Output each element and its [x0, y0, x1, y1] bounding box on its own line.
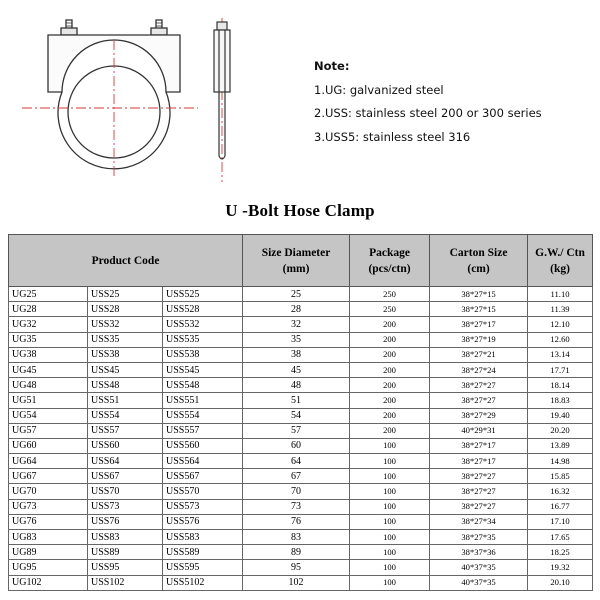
cell-uss5-code: USS545	[163, 362, 243, 377]
cell-uss5-code: USS567	[163, 469, 243, 484]
table-row	[9, 332, 593, 347]
header-gross-weight-line2: (kg)	[550, 262, 570, 275]
table-row	[9, 484, 593, 499]
page-title: U -Bolt Hose Clamp	[225, 201, 375, 220]
cell-package: 200	[350, 378, 430, 393]
cell-uss-code: USS25	[88, 287, 163, 302]
cell-package: 100	[350, 514, 430, 529]
spec-table	[8, 234, 593, 591]
cell-package: 100	[350, 499, 430, 514]
cell-package: 100	[350, 469, 430, 484]
header-package-line1: Package	[369, 246, 410, 259]
cell-package: 100	[350, 545, 430, 560]
cell-carton-size: 38*27*17	[430, 454, 528, 469]
cell-package: 200	[350, 393, 430, 408]
cell-ug-code: UG28	[9, 302, 88, 317]
cell-uss5-code: USS532	[163, 317, 243, 332]
header-carton-size	[430, 235, 528, 287]
cell-uss5-code: USS573	[163, 499, 243, 514]
cell-size-diameter: 45	[243, 362, 350, 377]
cell-package: 200	[350, 347, 430, 362]
header-size-diameter	[243, 235, 350, 287]
cell-uss-code: USS48	[88, 378, 163, 393]
cell-gross-weight: 20.20	[528, 423, 593, 438]
cell-uss5-code: USS595	[163, 560, 243, 575]
header-gross-weight	[528, 235, 593, 287]
cell-carton-size: 38*27*34	[430, 514, 528, 529]
cell-uss5-code: USS5102	[163, 575, 243, 590]
cell-carton-size: 38*27*27	[430, 469, 528, 484]
table-row	[9, 560, 593, 575]
cell-uss5-code: USS560	[163, 438, 243, 453]
cell-uss5-code: USS583	[163, 530, 243, 545]
table-row	[9, 408, 593, 423]
cell-ug-code: UG25	[9, 287, 88, 302]
cell-carton-size: 38*27*27	[430, 499, 528, 514]
clamp-side-view	[214, 22, 230, 159]
cell-uss-code: USS70	[88, 484, 163, 499]
cell-uss-code: USS102	[88, 575, 163, 590]
cell-size-diameter: 35	[243, 332, 350, 347]
header-package	[350, 235, 430, 287]
cell-uss-code: USS45	[88, 362, 163, 377]
cell-gross-weight: 16.32	[528, 484, 593, 499]
cell-ug-code: UG64	[9, 454, 88, 469]
table-row	[9, 287, 593, 302]
table-row	[9, 393, 593, 408]
notes-title: Note:	[314, 59, 350, 73]
table-row	[9, 347, 593, 362]
cell-ug-code: UG73	[9, 499, 88, 514]
cell-carton-size: 38*27*17	[430, 317, 528, 332]
cell-gross-weight: 12.60	[528, 332, 593, 347]
cell-gross-weight: 19.32	[528, 560, 593, 575]
cell-uss-code: USS64	[88, 454, 163, 469]
table-row	[9, 362, 593, 377]
cell-carton-size: 38*27*24	[430, 362, 528, 377]
cell-ug-code: UG83	[9, 530, 88, 545]
cell-gross-weight: 18.25	[528, 545, 593, 560]
cell-gross-weight: 18.83	[528, 393, 593, 408]
cell-size-diameter: 48	[243, 378, 350, 393]
cell-ug-code: UG60	[9, 438, 88, 453]
cell-ug-code: UG54	[9, 408, 88, 423]
cell-uss-code: USS32	[88, 317, 163, 332]
cell-uss5-code: USS589	[163, 545, 243, 560]
cell-ug-code: UG95	[9, 560, 88, 575]
cell-package: 100	[350, 575, 430, 590]
cell-uss5-code: USS548	[163, 378, 243, 393]
cell-gross-weight: 13.89	[528, 438, 593, 453]
cell-carton-size: 40*37*35	[430, 560, 528, 575]
table-row	[9, 302, 593, 317]
cell-size-diameter: 60	[243, 438, 350, 453]
cell-carton-size: 38*27*21	[430, 347, 528, 362]
table-row	[9, 545, 593, 560]
cell-carton-size: 38*27*15	[430, 287, 528, 302]
cell-ug-code: UG67	[9, 469, 88, 484]
cell-size-diameter: 67	[243, 469, 350, 484]
note-line-2: 2.USS: stainless steel 200 or 300 series	[314, 106, 542, 120]
cell-uss5-code: USS570	[163, 484, 243, 499]
cell-carton-size: 38*27*17	[430, 438, 528, 453]
cell-size-diameter: 57	[243, 423, 350, 438]
cell-uss-code: USS28	[88, 302, 163, 317]
cell-ug-code: UG89	[9, 545, 88, 560]
cell-gross-weight: 19.40	[528, 408, 593, 423]
cell-package: 200	[350, 317, 430, 332]
cell-size-diameter: 32	[243, 317, 350, 332]
cell-uss-code: USS73	[88, 499, 163, 514]
cell-gross-weight: 18.14	[528, 378, 593, 393]
cell-size-diameter: 89	[243, 545, 350, 560]
table-row	[9, 317, 593, 332]
cell-uss5-code: USS535	[163, 332, 243, 347]
cell-package: 250	[350, 287, 430, 302]
cell-size-diameter: 102	[243, 575, 350, 590]
table-row	[9, 423, 593, 438]
cell-ug-code: UG45	[9, 362, 88, 377]
header-product-code: Product Code	[9, 235, 243, 287]
header-size-diameter-line1: Size Diameter	[261, 246, 331, 259]
cell-ug-code: UG70	[9, 484, 88, 499]
cell-carton-size: 40*29*31	[430, 423, 528, 438]
cell-uss5-code: USS557	[163, 423, 243, 438]
cell-gross-weight: 13.14	[528, 347, 593, 362]
cell-uss5-code: USS576	[163, 514, 243, 529]
cell-package: 100	[350, 454, 430, 469]
cell-ug-code: UG102	[9, 575, 88, 590]
cell-carton-size: 38*27*27	[430, 484, 528, 499]
note-line-1: 1.UG: galvanized steel	[314, 82, 444, 97]
table-row	[9, 499, 593, 514]
cell-package: 100	[350, 560, 430, 575]
cell-size-diameter: 25	[243, 287, 350, 302]
table-row	[9, 454, 593, 469]
cell-uss-code: USS57	[88, 423, 163, 438]
cell-size-diameter: 83	[243, 530, 350, 545]
cell-gross-weight: 14.98	[528, 454, 593, 469]
cell-uss-code: USS67	[88, 469, 163, 484]
cell-package: 200	[350, 332, 430, 347]
cell-ug-code: UG38	[9, 347, 88, 362]
cell-package: 100	[350, 484, 430, 499]
cell-uss-code: USS35	[88, 332, 163, 347]
cell-gross-weight: 17.10	[528, 514, 593, 529]
cell-carton-size: 38*37*36	[430, 545, 528, 560]
cell-size-diameter: 70	[243, 484, 350, 499]
spec-table-header	[9, 235, 593, 287]
cell-uss-code: USS95	[88, 560, 163, 575]
cell-size-diameter: 38	[243, 347, 350, 362]
cell-size-diameter: 95	[243, 560, 350, 575]
cell-size-diameter: 28	[243, 302, 350, 317]
header-carton-size-line2: (cm)	[467, 262, 490, 275]
table-row	[9, 575, 593, 590]
cell-uss-code: USS54	[88, 408, 163, 423]
cell-gross-weight: 16.77	[528, 499, 593, 514]
cell-ug-code: UG76	[9, 514, 88, 529]
cell-package: 200	[350, 423, 430, 438]
cell-package: 100	[350, 530, 430, 545]
cell-carton-size: 40*37*35	[430, 575, 528, 590]
cell-gross-weight: 20.10	[528, 575, 593, 590]
cell-gross-weight: 11.39	[528, 302, 593, 317]
cell-uss5-code: USS538	[163, 347, 243, 362]
header-package-line2: (pcs/ctn)	[368, 262, 411, 275]
notes-block	[314, 55, 542, 149]
cell-package: 100	[350, 438, 430, 453]
cell-carton-size: 38*27*27	[430, 393, 528, 408]
cell-uss5-code: USS551	[163, 393, 243, 408]
cell-uss5-code: USS525	[163, 287, 243, 302]
cell-package: 200	[350, 362, 430, 377]
table-row	[9, 438, 593, 453]
cell-uss-code: USS60	[88, 438, 163, 453]
cell-package: 250	[350, 302, 430, 317]
cell-uss5-code: USS554	[163, 408, 243, 423]
cell-uss5-code: USS564	[163, 454, 243, 469]
cell-uss-code: USS89	[88, 545, 163, 560]
cell-uss-code: USS83	[88, 530, 163, 545]
cell-size-diameter: 54	[243, 408, 350, 423]
cell-ug-code: UG57	[9, 423, 88, 438]
cell-size-diameter: 51	[243, 393, 350, 408]
cell-ug-code: UG51	[9, 393, 88, 408]
cell-gross-weight: 11.10	[528, 287, 593, 302]
cell-carton-size: 38*27*29	[430, 408, 528, 423]
cell-carton-size: 38*27*27	[430, 378, 528, 393]
cell-size-diameter: 76	[243, 514, 350, 529]
cell-gross-weight: 15.85	[528, 469, 593, 484]
table-row	[9, 514, 593, 529]
cell-ug-code: UG48	[9, 378, 88, 393]
cell-carton-size: 38*27*15	[430, 302, 528, 317]
cell-ug-code: UG35	[9, 332, 88, 347]
cell-uss-code: USS38	[88, 347, 163, 362]
table-row	[9, 469, 593, 484]
spec-table-body	[9, 287, 593, 591]
cell-uss-code: USS51	[88, 393, 163, 408]
cell-gross-weight: 17.65	[528, 530, 593, 545]
table-row	[9, 378, 593, 393]
header-gross-weight-line1: G.W./ Ctn	[535, 246, 585, 259]
header-size-diameter-line2: (mm)	[282, 262, 310, 275]
cell-gross-weight: 17.71	[528, 362, 593, 377]
cell-uss-code: USS76	[88, 514, 163, 529]
cell-size-diameter: 73	[243, 499, 350, 514]
header-carton-size-line1: Carton Size	[449, 246, 508, 259]
cell-size-diameter: 64	[243, 454, 350, 469]
cell-carton-size: 38*27*35	[430, 530, 528, 545]
note-line-3: 3.USS5: stainless steel 316	[314, 129, 471, 144]
cell-ug-code: UG32	[9, 317, 88, 332]
cell-gross-weight: 12.10	[528, 317, 593, 332]
cell-uss5-code: USS528	[163, 302, 243, 317]
cell-carton-size: 38*27*19	[430, 332, 528, 347]
cell-package: 200	[350, 408, 430, 423]
table-row	[9, 530, 593, 545]
